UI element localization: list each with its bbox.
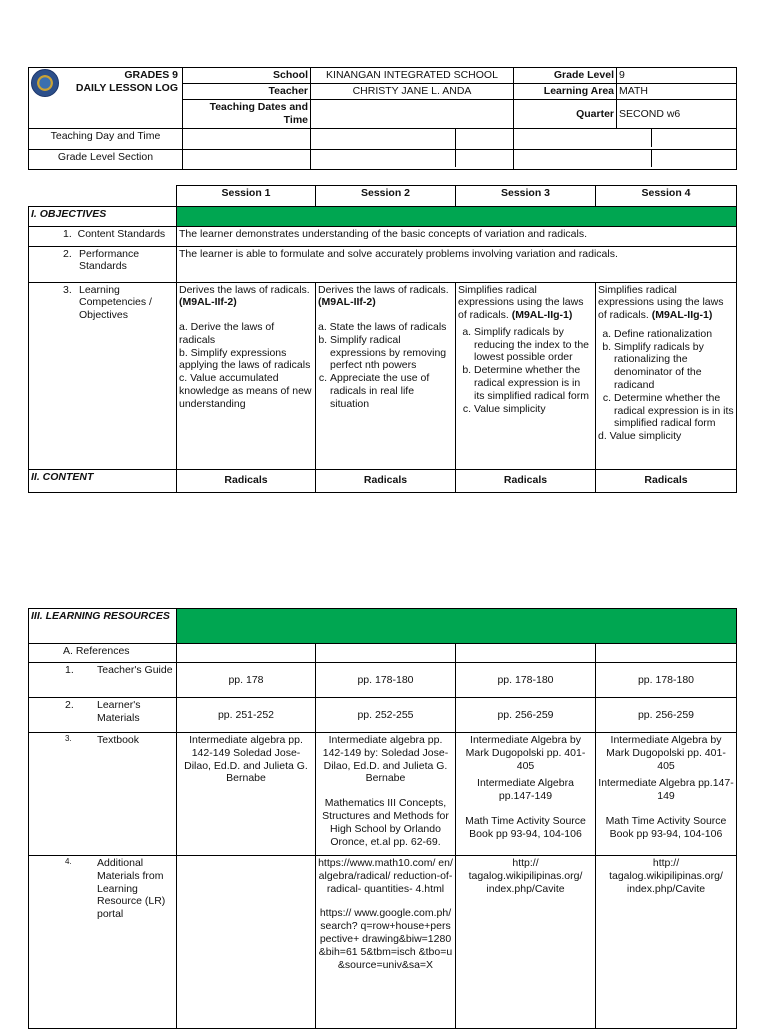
competencies-label: Learning Competencies / Objectives [79, 283, 152, 322]
teachers-guide-s2: pp. 178-180 [316, 663, 456, 698]
objectives-heading: I. OBJECTIVES [29, 206, 177, 226]
teacher-label: Teacher [183, 84, 311, 100]
daily-lesson-log-title: DAILY LESSON LOG [75, 81, 178, 94]
learners-materials-s3: pp. 256-259 [456, 698, 596, 733]
deped-seal-icon [31, 69, 59, 97]
grade-level-label: Grade Level [514, 68, 617, 84]
additional-materials-s2-link-1[interactable]: https://www.math10.com/ en/algebra/radical/ reduction-of-radical- quantities- 4.html [318, 857, 453, 895]
content-standards-text: The learner demonstrates understanding of the basic concepts of variation and radicals. [177, 226, 737, 246]
additional-materials-s4[interactable]: http:// tagalog.wikipilipinas.org/ index.php/Cavite [596, 856, 737, 1029]
teachers-guide-label-cell [29, 663, 177, 698]
additional-materials-label: Additional Materials from Learning Resource (LR) portal [97, 857, 166, 921]
textbook-s2-first: Intermediate algebra pp. 142-149 by: Soledad Jose-Dilao, Ed.D. and Julieta G. Bernabe [322, 734, 449, 785]
grade-level-value: 9 [617, 68, 737, 84]
resources-heading: III. LEARNING RESOURCES [29, 609, 177, 644]
content-topic-3: Radicals [456, 469, 596, 492]
competencies-num: 3. [63, 283, 72, 296]
school-label: School [183, 68, 311, 84]
s2-item-b: b. Simplify radical expressions by removing perfect nth powers [330, 334, 453, 372]
s3-objective-list [458, 326, 593, 416]
s3-intro: Simplifies radical expressions using the laws of radicals. [458, 283, 584, 322]
textbook-s4 [596, 733, 737, 856]
textbook-s3-second: Intermediate Algebra pp.147-149 [477, 777, 574, 803]
s4-objective-list [598, 328, 734, 430]
references-s1 [177, 644, 316, 663]
corner-blank [29, 186, 177, 207]
grades-cell [29, 68, 183, 129]
learning-area-value: MATH [617, 84, 737, 100]
references-label: A. References [29, 644, 177, 663]
performance-standards-num: 2. [63, 247, 72, 260]
textbook-label: Textbook [97, 734, 140, 746]
content-topic-1: Radicals [177, 469, 316, 492]
objectives-green-bar [177, 206, 737, 226]
objectives-table [28, 185, 737, 493]
additional-materials-label-cell [29, 856, 177, 1029]
competency-session-4 [596, 282, 737, 469]
session-3-header: Session 3 [456, 186, 596, 207]
content-heading: II. CONTENT [29, 469, 177, 492]
day-time-s1 [183, 129, 311, 150]
header-table [28, 67, 737, 170]
textbook-s4-second: Intermediate Algebra pp.147-149 [598, 777, 734, 803]
s2-line-a: a. State the laws of radicals [318, 321, 447, 334]
textbook-s4-third: Math Time Activity Source Book pp 93-94, 104-106 [605, 814, 727, 840]
grades-label: GRADES 9 [124, 69, 178, 81]
school-value: KINANGAN INTEGRATED SCHOOL [311, 68, 514, 84]
section-s1 [183, 150, 311, 170]
s2-item-c: c. Appreciate the use of radicals in real life situation [330, 372, 453, 410]
content-standards-num: 1. [63, 227, 72, 240]
content-topic-2: Radicals [316, 469, 456, 492]
learners-materials-label: Learner's Materials [97, 699, 141, 724]
textbook-s2 [316, 733, 456, 856]
textbook-s4-first: Intermediate Algebra by Mark Dugopolski pp. 401-405 [606, 734, 726, 772]
day-time-s34 [514, 129, 737, 150]
references-s4 [596, 644, 737, 663]
performance-standards-text: The learner is able to formulate and solve accurately problems involving variation and radicals. [177, 246, 737, 282]
learners-materials-label-cell [29, 698, 177, 733]
teachers-guide-label: Teacher's Guide [97, 664, 173, 676]
additional-materials-s1 [177, 856, 316, 1029]
teacher-value: CHRISTY JANE L. ANDA [311, 84, 514, 100]
s1-code: (M9AL-IIf-2) [179, 296, 237, 309]
teachers-guide-s1: pp. 178 [177, 663, 316, 698]
competency-session-1 [177, 282, 316, 469]
competencies-label-cell [29, 282, 177, 469]
learners-materials-num: 2. [65, 699, 74, 711]
references-s2 [316, 644, 456, 663]
textbook-s3-first: Intermediate Algebra by Mark Dugopolski pp. 401-405 [465, 734, 586, 772]
session-1-header: Session 1 [177, 186, 316, 207]
s1-line-b: b. Simplify expressions applying the laws of radicals [179, 346, 311, 372]
teachers-guide-s3: pp. 178-180 [456, 663, 596, 698]
s3-code: (M9AL-IIg-1) [511, 309, 573, 322]
teachers-guide-s4: pp. 178-180 [596, 663, 737, 698]
s3-item-b: b. Determine whether the radical expression is in its simplified radical form [474, 364, 593, 402]
teachers-guide-num: 1. [65, 664, 74, 676]
s1-line-a: a. Derive the laws of radicals [179, 321, 275, 346]
textbook-num: 3. [65, 734, 72, 743]
quarter-value: SECOND w6 [617, 100, 737, 129]
references-s3 [456, 644, 596, 663]
s2-objective-list [318, 334, 453, 411]
day-time-label: Teaching Day and Time [29, 129, 183, 150]
resources-table [28, 608, 737, 1029]
additional-materials-s3[interactable]: http:// tagalog.wikipilipinas.org/ index.php/Cavite [456, 856, 596, 1029]
section-s34 [514, 150, 737, 170]
additional-materials-s2 [316, 856, 456, 1029]
competency-session-2 [316, 282, 456, 469]
s3-item-a: a. Simplify radicals by reducing the index to the lowest possible order [474, 326, 593, 364]
learners-materials-s4: pp. 256-259 [596, 698, 737, 733]
learners-materials-s2: pp. 252-255 [316, 698, 456, 733]
s4-item-c: c. Determine whether the radical expression is in its simplified radical form [614, 392, 734, 430]
performance-standards-label: Performance Standards [79, 247, 140, 273]
textbook-label-cell [29, 733, 177, 856]
dates-label: Teaching Dates and Time [183, 100, 311, 129]
quarter-label: Quarter [514, 100, 617, 129]
dates-value [311, 100, 514, 129]
s1-intro: Derives the laws of radicals. [179, 283, 310, 296]
section-s2 [311, 150, 514, 170]
session-4-header: Session 4 [596, 186, 737, 207]
content-standards-label-cell [29, 226, 177, 246]
performance-standards-label-cell [29, 246, 177, 282]
additional-materials-num: 4. [65, 857, 72, 866]
s2-code: (M9AL-IIf-2) [318, 296, 376, 309]
s3-item-c: c. Value simplicity [474, 403, 593, 416]
content-topic-4: Radicals [596, 469, 737, 492]
textbook-s3-third: Math Time Activity Source Book pp 93-94, 104-106 [465, 814, 586, 840]
resources-green-bar [177, 609, 737, 644]
s4-item-a: a. Define rationalization [614, 328, 734, 341]
s2-intro: Derives the laws of radicals. [318, 283, 449, 296]
additional-materials-s2-link-2[interactable]: https:// www.google.com.ph/ search? q=row+house+perspective+ drawing&biw=1280&bih=61 5&tbm=isch &tbo=u&source=univ&sa=X [318, 907, 453, 971]
s4-item-d: d. Value simplicity [598, 430, 682, 443]
s4-code: (M9AL-IIg-1) [651, 309, 713, 322]
learning-area-label: Learning Area [514, 84, 617, 100]
content-standards-label: Content Standards [77, 227, 166, 240]
textbook-s1: Intermediate algebra pp. 142-149 Soledad Jose-Dilao, Ed.D. and Julieta G. Bernabe [177, 733, 316, 856]
textbook-s3 [456, 733, 596, 856]
s4-item-b: b. Simplify radicals by rationalizing the denominator of the radicand [614, 341, 734, 392]
textbook-s2-second: Mathematics III Concepts, Structures and Methods for High School by Orlando Oronce, et.al pp. 62-69. [322, 797, 449, 848]
learners-materials-s1: pp. 251-252 [177, 698, 316, 733]
competency-session-3 [456, 282, 596, 469]
s4-intro: Simplifies radical expressions using the laws of radicals. [598, 283, 724, 322]
s1-line-c: c. Value accumulated knowledge as means of new understanding [179, 372, 312, 410]
day-time-s2 [311, 129, 514, 150]
session-2-header: Session 2 [316, 186, 456, 207]
section-label: Grade Level Section [29, 150, 183, 170]
